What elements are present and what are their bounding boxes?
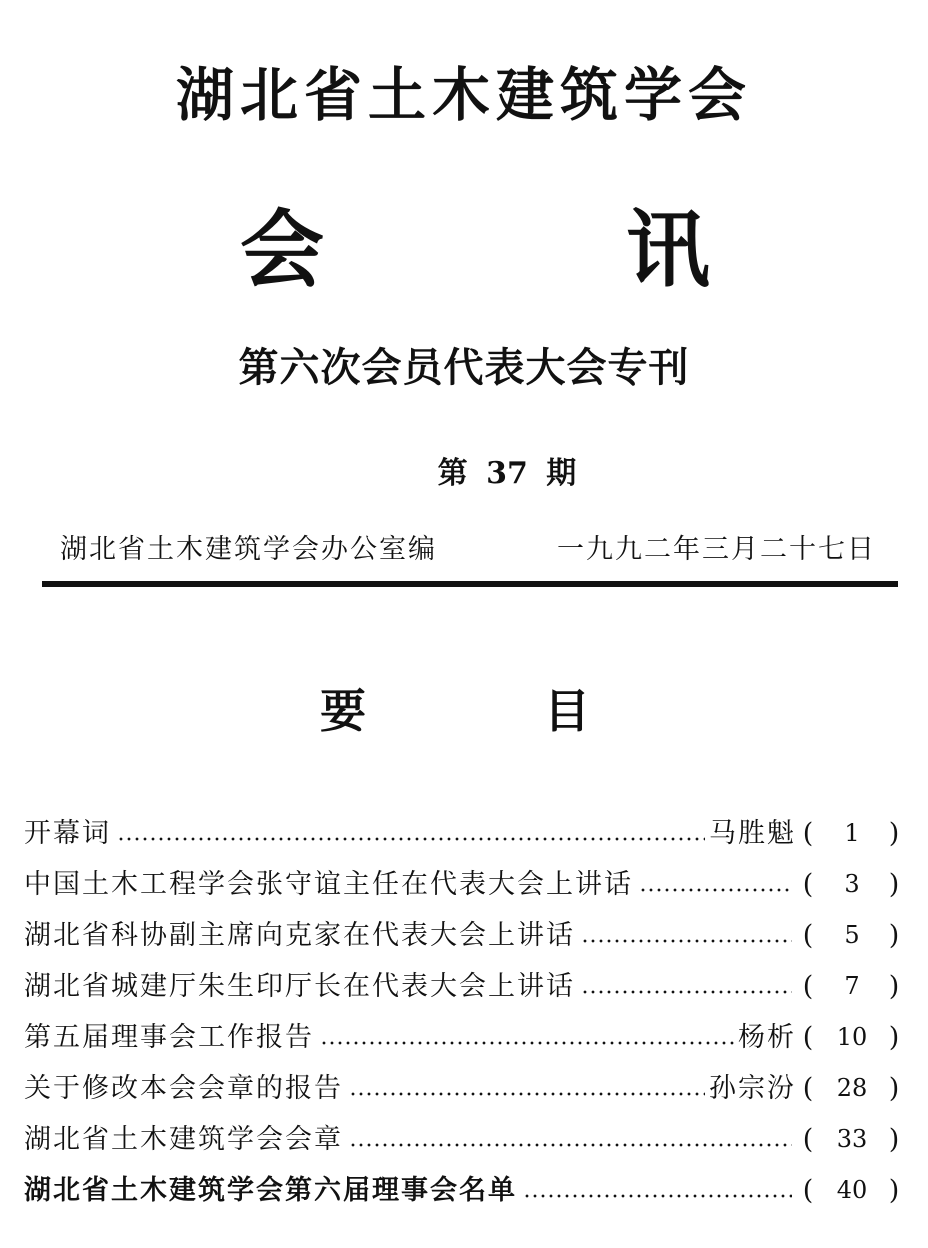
toc-item-page: 10 (836, 1023, 868, 1051)
toc-item-page: 7 (844, 972, 860, 1000)
toc-item-title: 湖北省土木建筑学会会章 (24, 1124, 343, 1155)
close-paren: ) (888, 971, 902, 1002)
close-paren: ) (888, 1022, 902, 1053)
masthead-char-2: 讯 (625, 201, 710, 299)
toc-item-page: 5 (844, 921, 860, 949)
toc-item-page-ref (800, 1012, 904, 1063)
issue-number: 第 37 期 (437, 456, 577, 491)
close-paren: ) (888, 1124, 902, 1155)
toc-item-page-ref (800, 1063, 904, 1114)
dot-leader (320, 1041, 734, 1045)
toc-item-page: 1 (844, 819, 860, 847)
toc-item-title: 开幕词 (24, 818, 111, 849)
toc-item (24, 808, 904, 859)
close-paren: ) (888, 869, 902, 900)
open-paren: ( (802, 818, 816, 849)
organization-title: 湖北省土木建筑学会 (175, 61, 752, 129)
toc-item-page-ref (800, 910, 904, 961)
dot-leader (349, 1143, 792, 1147)
open-paren: ( (802, 920, 816, 951)
toc-item-author: 杨析 (738, 1022, 796, 1053)
toc-item-page-ref (800, 1165, 904, 1216)
open-paren: ( (802, 971, 816, 1002)
toc-heading (320, 676, 590, 746)
open-paren: ( (802, 1073, 816, 1104)
toc-item (24, 1114, 904, 1165)
close-paren: ) (888, 920, 902, 951)
toc-item-title: 中国土木工程学会张守谊主任在代表大会上讲话 (24, 869, 633, 900)
dot-leader (639, 888, 792, 892)
toc-item-title: 湖北省城建厅朱生印厅长在代表大会上讲话 (24, 971, 575, 1002)
masthead-char-1: 会 (240, 201, 325, 299)
toc-item (24, 910, 904, 961)
toc-item (24, 859, 904, 910)
dot-leader (349, 1092, 705, 1096)
toc-item-page-ref (800, 1114, 904, 1165)
toc-item-page: 28 (836, 1074, 868, 1102)
editor-line: 湖北省土木建筑学会办公室编 (60, 534, 437, 565)
close-paren: ) (888, 1175, 902, 1206)
toc-heading-char-2: 目 (544, 684, 590, 738)
close-paren: ) (888, 1073, 902, 1104)
dot-leader (581, 990, 792, 994)
header-divider (42, 581, 898, 587)
toc-item-page-ref (800, 808, 904, 859)
masthead (240, 200, 710, 300)
open-paren: ( (802, 1175, 816, 1206)
toc-item-title: 湖北省土木建筑学会第六届理事会名单 (24, 1175, 517, 1206)
toc-item-title: 关于修改本会会章的报告 (24, 1073, 343, 1104)
toc-item-page: 3 (844, 870, 860, 898)
toc-item-author: 马胜魁 (709, 818, 796, 849)
toc-item-author: 孙宗汾 (709, 1073, 796, 1104)
table-of-contents (24, 808, 904, 1216)
toc-heading-char-1: 要 (320, 684, 366, 738)
close-paren: ) (888, 818, 902, 849)
toc-item (24, 1165, 904, 1216)
dot-leader (523, 1194, 792, 1198)
open-paren: ( (802, 1124, 816, 1155)
dot-leader (117, 837, 705, 841)
toc-item-page-ref (800, 859, 904, 910)
toc-item-title: 第五届理事会工作报告 (24, 1022, 314, 1053)
special-issue-subtitle: 第六次会员代表大会专刊 (238, 345, 690, 391)
toc-item (24, 1063, 904, 1114)
toc-item (24, 1012, 904, 1063)
open-paren: ( (802, 869, 816, 900)
publication-date: 一九九二年三月二十七日 (557, 534, 876, 565)
toc-item-title: 湖北省科协副主席向克家在代表大会上讲话 (24, 920, 575, 951)
publication-meta (46, 526, 906, 574)
toc-item (24, 961, 904, 1012)
toc-item-page: 40 (836, 1176, 868, 1204)
open-paren: ( (802, 1022, 816, 1053)
dot-leader (581, 939, 792, 943)
toc-item-page: 33 (836, 1125, 868, 1153)
toc-item-page-ref (800, 961, 904, 1012)
